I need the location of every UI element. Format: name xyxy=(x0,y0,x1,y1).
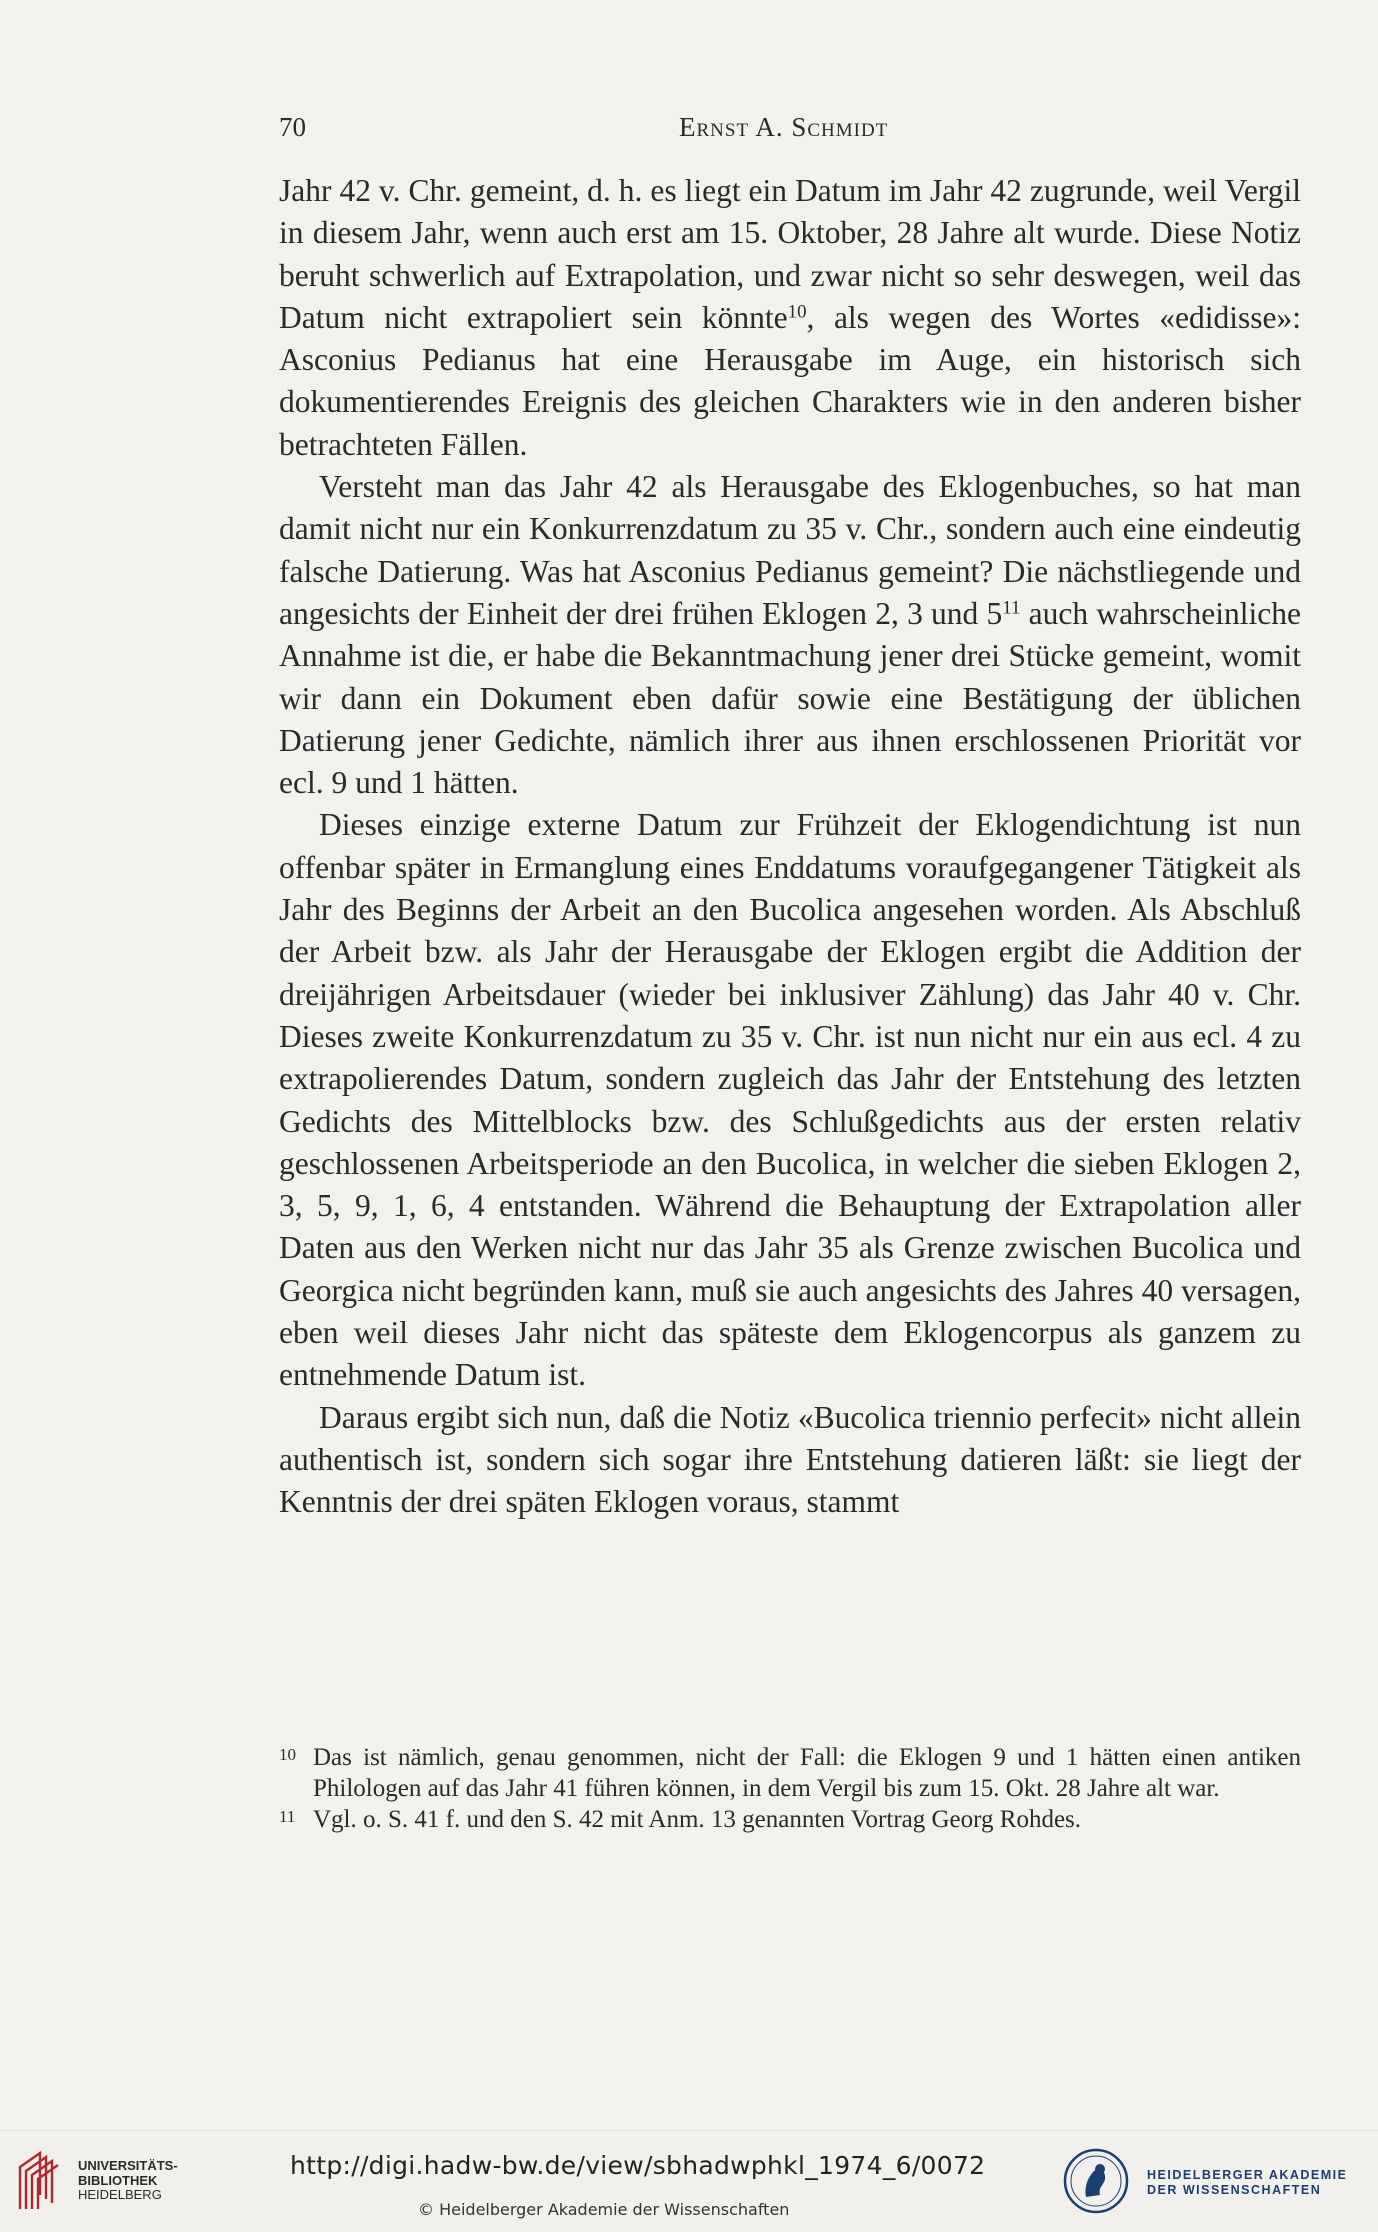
academy-seal-icon[interactable] xyxy=(1062,2147,1130,2215)
university-library-name: UNIVERSITÄTS- BIBLIOTHEK HEIDELBERG xyxy=(78,2158,178,2202)
footnote-ref-10[interactable]: 10 xyxy=(787,301,807,323)
academy-name: HEIDELBERGER AKADEMIE DER WISSENSCHAFTEN xyxy=(1147,2168,1348,2197)
paragraph-1: Jahr 42 v. Chr. gemeint, d. h. es liegt ein Datum im Jahr 42 zugrunde, weil Vergil in diesem Jahr, wenn auch erst am 15. Oktober, 28 Jahre alt wurde. Diese Notiz beruht schwerlich auf Extrapolation, und zwar nicht so sehr deswegen, weil das Datum nicht extrapoliert sein könnte$^{10}$, als wegen des Wortes «edidisse»: Asconius Pedianus hat eine Herausgabe im Auge, ein historisch sich dokumentierendes Ereignis des gleichen Charakters wie in den anderen bisher betrachteten Fällen. xyxy=(279,173,1301,462)
paragraph-2: Versteht man das Jahr 42 als Herausgabe des Eklogenbuches, so hat man damit nicht nur ein Konkurrenzdatum zu 35 v. Chr., sondern auch eine eindeutig falsche Datierung. Was hat Asconius Pedianus gemeint? Die nächstliegende und angesichts der Einheit der drei frühen Eklogen 2, 3 und $5^{11}$ auch wahrscheinliche Annahme ist die, er habe die Bekanntmachung jener drei Stücke gemeint, womit wir dann ein Dokument eben dafür sowie eine Bestätigung der üblichen Datierung jener Gedichte, nämlich ihrer aus ihnen erschlossenen Priorität vor ecl. 9 und 1 hätten. xyxy=(279,469,1301,801)
university-library-logo-icon[interactable] xyxy=(14,2145,70,2215)
running-head xyxy=(279,112,1297,152)
paragraph-4: Daraus ergibt sich nun, daß die Notiz «Bucolica triennio perfecit» nicht allein authentisch ist, sondern sich sogar ihre Entstehung datieren läßt: sie liegt der Kenntnis der drei späten Eklogen voraus, stammt xyxy=(279,1399,1301,1520)
footnote-10 xyxy=(279,1743,1301,1804)
copyright-notice: © Heidelberger Akademie der Wissenschaften xyxy=(418,2200,790,2219)
footnote-number: 11 xyxy=(279,1807,296,1826)
footnote-number: 10 xyxy=(279,1745,296,1764)
footnote-text: Das ist nämlich, genau genommen, nicht der Fall: die Eklogen 9 und 1 hätten einen antiken Philologen auf das Jahr 41 führen können, in dem Vergil bis zum 15. Okt. 28 Jahre alt war. xyxy=(313,1744,1301,1802)
footnote-ref-11[interactable]: 11 xyxy=(1002,597,1021,619)
footer-bar xyxy=(0,2130,1378,2232)
running-head-author: Ernst A. Schmidt xyxy=(679,112,889,142)
footnotes xyxy=(279,1743,1301,1837)
paragraph-3: Dieses einzige externe Datum zur Frühzeit der Eklogendichtung ist nun offenbar später in Ermanglung eines Enddatums voraufgegangener Tätigkeit als Jahr des Beginns der Arbeit an den Bucolica angesehen worden. Als Abschluß der Arbeit bzw. als Jahr der Herausgabe der Eklogen ergibt die Addition der dreijährigen Arbeitsdauer (wieder bei inklusiver Zählung) das Jahr 40 v. Chr. Dieses zweite Konkurrenzdatum zu 35 v. Chr. ist nun nicht nur ein aus ecl. 4 zu extrapolierendes Datum, sondern zugleich das Jahr der Entstehung des letzten Gedichts des Mittelblocks bzw. des Schlußgedichts aus der ersten relativ geschlossenen Arbeitsperiode an den Bucolica, in welcher die sieben Eklogen 2, 3, 5, 9, 1, 6, 4 entstanden. Während die Behauptung der Extrapolation aller Daten aus den Werken nicht nur das Jahr 35 als Grenze zwischen Bucolica und Georgica nicht begründen kann, muß sie auch angesichts des Jahres 40 versagen, eben weil dieses Jahr nicht das späteste dem Eklogencorpus als ganzem zu entnehmende Datum ist. xyxy=(279,807,1301,1393)
footnote-11 xyxy=(279,1805,1301,1836)
body-text xyxy=(279,170,1301,1524)
page-number: 70 xyxy=(279,112,306,142)
permalink-url[interactable]: http://digi.hadw-bw.de/view/sbhadwphkl_1974_6/0072 xyxy=(290,2151,986,2180)
footnote-text: Vgl. o. S. 41 f. und den S. 42 mit Anm. 13 genannten Vortrag Georg Rohdes. xyxy=(313,1806,1082,1833)
